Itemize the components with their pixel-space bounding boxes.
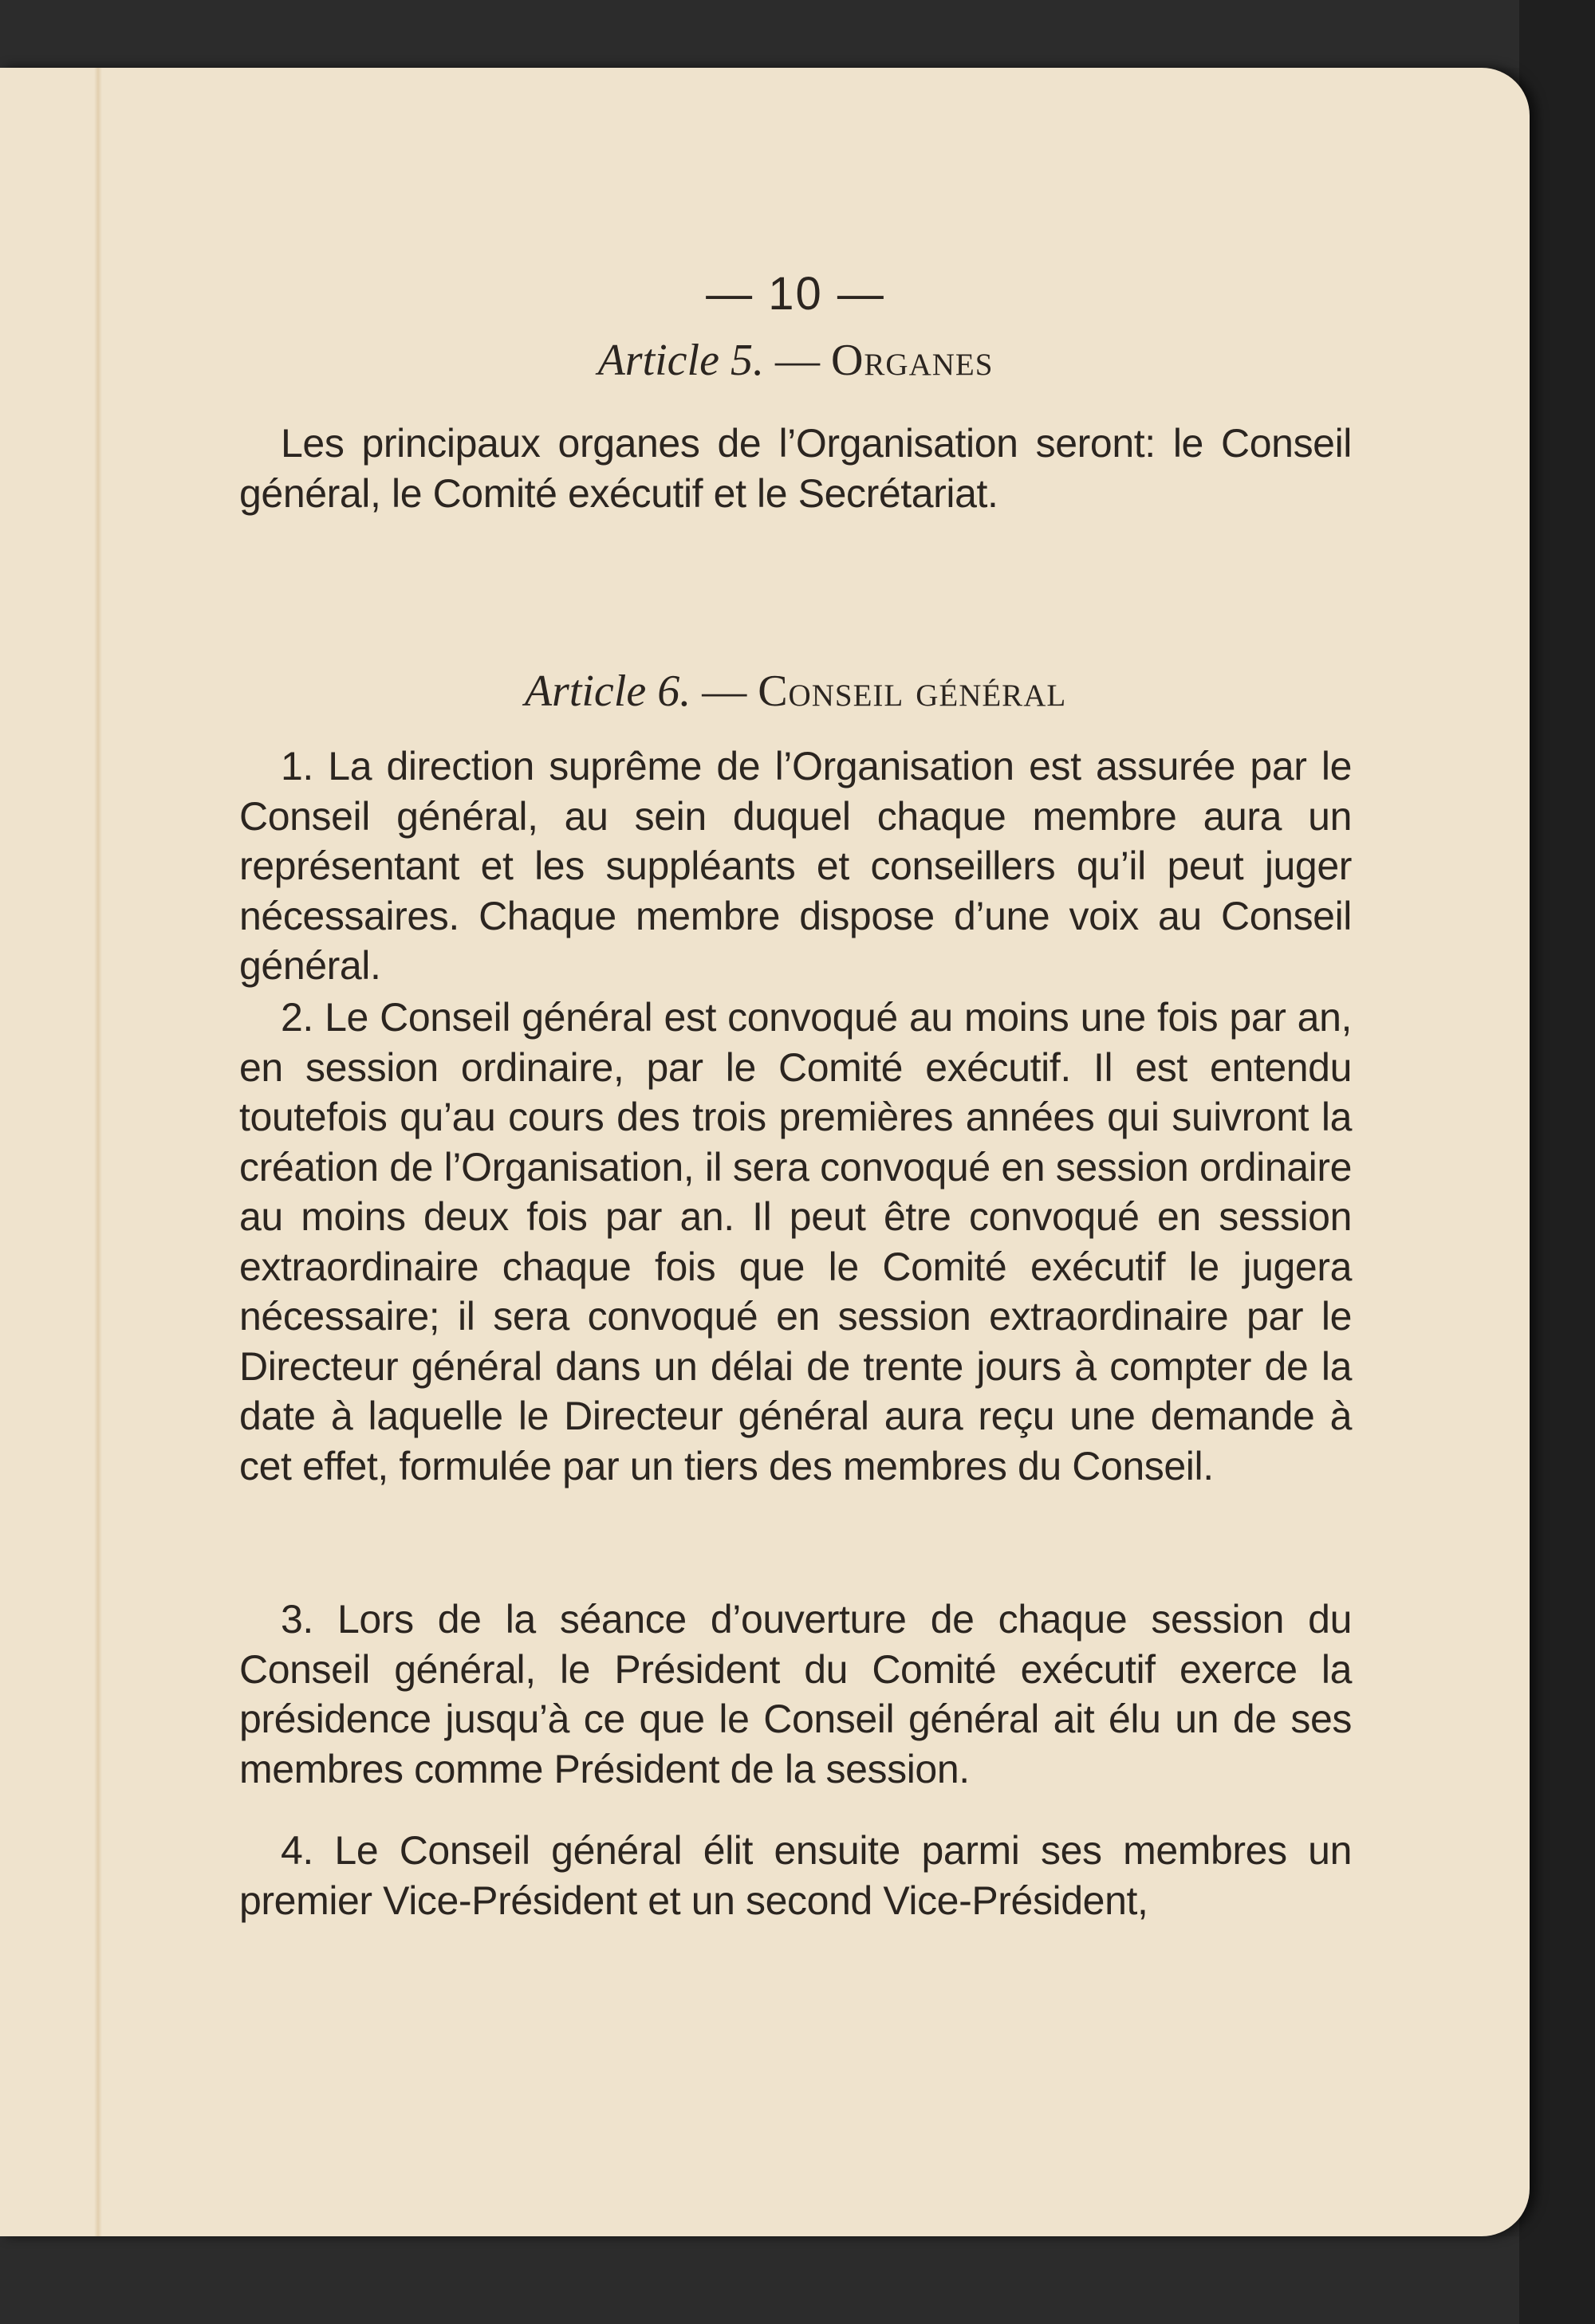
article-6-paragraph-3: 3. Lors de la séance d’ouverture de chaque session du Conseil général, le Président du Comité exécutif exerce la présidence jusqu’à ce que le Conseil général ait élu un de ses membres comme Président de la session.	[239, 1597, 1352, 1791]
article-5-heading	[239, 335, 1352, 386]
scan-backdrop-right	[1519, 0, 1595, 2324]
scan-backdrop-bottom	[0, 2236, 1519, 2324]
article-5-paragraph: Les principaux organes de l’Organisation seront: le Conseil général, le Comité exécutif et le Secrétariat.	[239, 421, 1352, 516]
article-6-heading	[239, 666, 1352, 717]
article-6-title: Conseil général	[758, 667, 1067, 716]
scan-backdrop-top	[0, 0, 1519, 68]
article-6-label: Article 6.	[524, 667, 691, 716]
article-6-paragraph-1: 1. La direction suprême de l’Organisation est assurée par le Conseil général, au sein duquel chaque membre aura un représentant et les suppléants et conseillers qu’il peut juger nécessaires. Chaque membre dispose d’une voix au Conseil général.	[239, 744, 1352, 988]
page-fold-line	[94, 68, 102, 2236]
book-page	[0, 68, 1530, 2236]
article-5-title: Organes	[830, 336, 994, 385]
article-5-label: Article 5.	[597, 336, 764, 385]
article-6-separator: —	[691, 667, 758, 716]
article-6-paragraph-4: 4. Le Conseil général élit ensuite parmi ses membres un premier Vice-Président et un second Vice-Président,	[239, 1828, 1352, 1923]
article-6-paragraph-2: 2. Le Conseil général est convoqué au moins une fois par an, en session ordinaire, par le Comité exécutif. Il est entendu toutefois qu’au cours des trois premières années qui suivront la création de l’Organisation, il sera convoqué en session ordinaire au moins deux fois par an. Il peut être convoqué en session extraordinaire chaque fois que le Comité exécutif le jugera nécessaire; il sera convoqué en session extraordinaire par le Directeur général dans un délai de trente jours à compter de la date à laquelle le Directeur général aura reçu une demande à cet effet, formulée par un tiers des membres du Conseil.	[239, 995, 1352, 1488]
page-number: — 10 —	[706, 268, 885, 320]
article-5-separator: —	[763, 336, 831, 385]
